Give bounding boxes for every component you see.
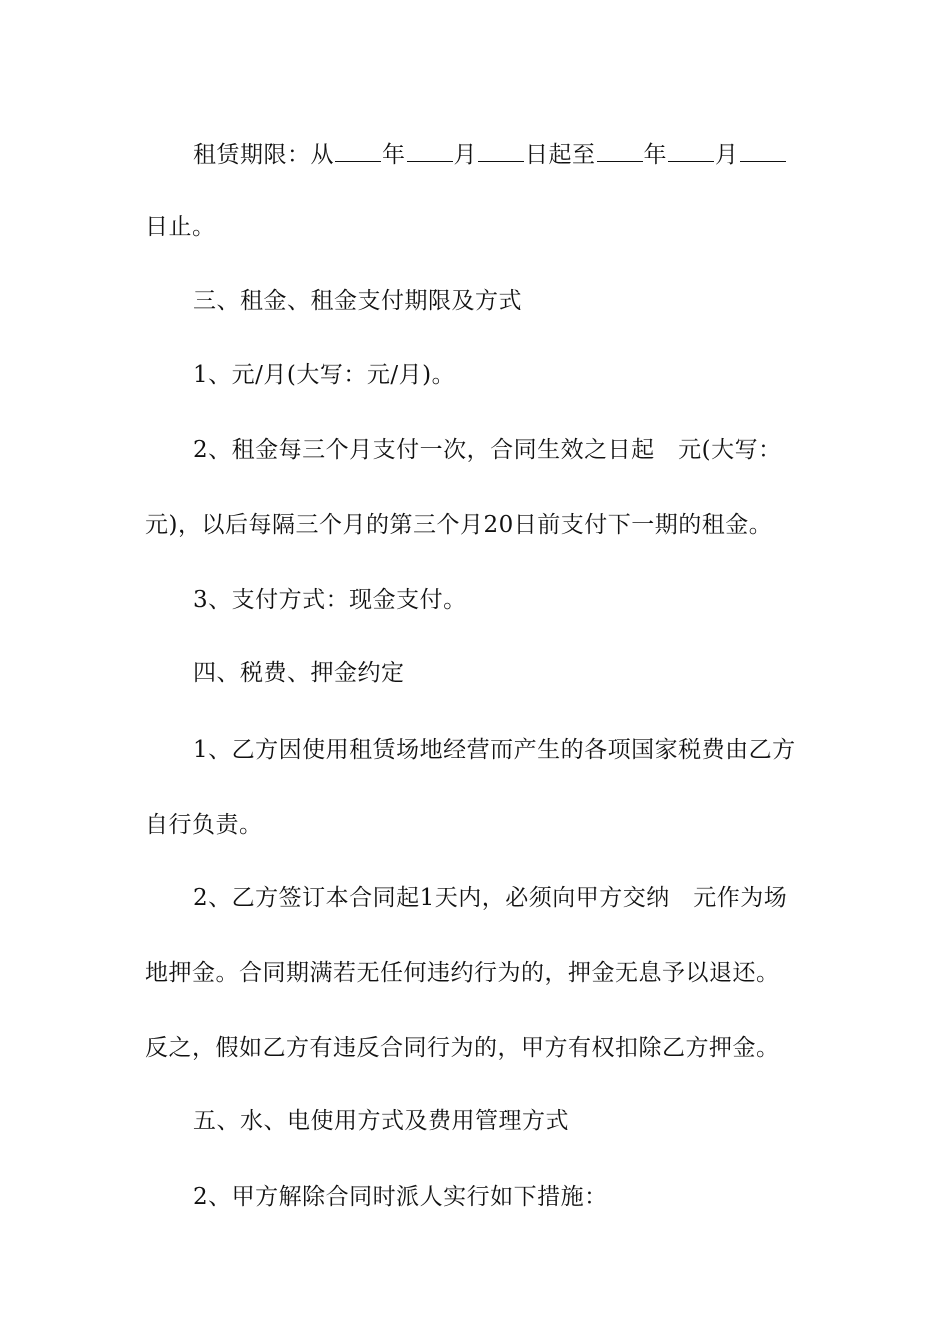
- year-end-label: 年: [643, 142, 667, 168]
- day-start-label: 日起至: [525, 142, 596, 168]
- tax-item-2-line-1: 2、乙方签订本合同起1天内，必须向甲方交纳 元作为场: [193, 885, 788, 911]
- year-start-blank: [335, 141, 381, 162]
- rent-item-2-line-2: 元)，以后每隔三个月的第三个月20日前支付下一期的租金。: [145, 512, 773, 538]
- section-5-title: 五、水、电使用方式及费用管理方式: [193, 1108, 569, 1134]
- tax-item-2-line-3: 反之，假如乙方有违反合同行为的，甲方有权扣除乙方押金。: [145, 1035, 780, 1061]
- tax-item-2-line-2: 地押金。合同期满若无任何违约行为的，押金无息予以退还。: [145, 960, 780, 986]
- month-end-label: 月: [715, 142, 739, 168]
- section-4-title: 四、税费、押金约定: [193, 660, 405, 686]
- year-start-label: 年: [382, 142, 406, 168]
- rent-item-3: 3、支付方式：现金支付。: [193, 587, 467, 613]
- month-start-blank: [407, 141, 453, 162]
- section-3-title: 三、租金、租金支付期限及方式: [193, 288, 522, 314]
- lease-term-line: [193, 140, 810, 170]
- tax-item-1-line-1: 1、乙方因使用租赁场地经营而产生的各项国家税费由乙方: [193, 737, 796, 763]
- rent-item-1: 1、元/月(大写：元/月)。: [193, 362, 456, 388]
- month-start-label: 月: [453, 142, 477, 168]
- year-end-blank: [597, 141, 643, 162]
- lease-term-prefix: 租赁期限：从: [193, 142, 334, 168]
- month-end-blank: [668, 141, 714, 162]
- day-start-blank: [478, 141, 524, 162]
- utility-item-2: 2、甲方解除合同时派人实行如下措施：: [193, 1184, 608, 1210]
- tax-item-1-line-2: 自行负责。: [145, 812, 263, 838]
- day-end-blank: [740, 141, 786, 162]
- lease-term-end: 日止。: [145, 214, 216, 240]
- rent-item-2-line-1: 2、租金每三个月支付一次，合同生效之日起 元(大写：: [193, 437, 782, 463]
